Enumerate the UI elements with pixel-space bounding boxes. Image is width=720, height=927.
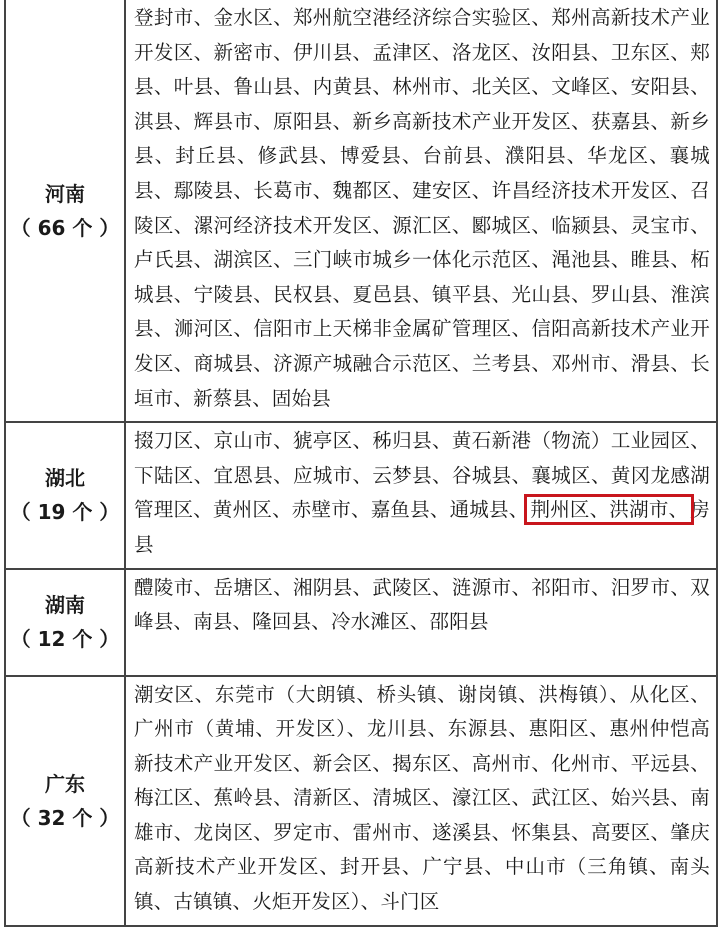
district-list: 登封市、金水区、郑州航空港经济综合实验区、郑州高新技术产业开发区、新密市、伊川县、孟津区、洛龙区、汝阳县、卫东区、郏县、叶县、鲁山县、内黄县、林州市、北关区、文峰区、安阳县、淇县、辉县市、原阳县、新乡高新技术产业开发区、获嘉县、新乡县、封丘县、修武县、博爱县、台前县、濮阳县、华龙区、襄城县、鄢陵县、长葛市、魏都区、建安区、许昌经济技术开发区、召陵区、漯河经济技术开发区、源汇区、郾城区、临颍县、灵宝市、卢氏县、湖滨区、三门峡市城乡一体化示范区、渑池县、睢县、柘城县、宁陵县、民权县、夏邑县、镇平县、光山县、罗山县、淮滨县、浉河区、信阳市上天梯非金属矿管理区、信阳高新技术产业开发区、商城县、济源产城融合示范区、兰考县、邓州市、滑县、长垣市、新蔡县、固始县 xyxy=(125,0,717,422)
district-list: 醴陵市、岳塘区、湘阴县、武陵区、涟源市、祁阳市、汨罗市、双峰县、南县、隆回县、冷水滩区、邵阳县 xyxy=(125,569,717,676)
province-cell xyxy=(5,422,125,568)
table-row xyxy=(5,676,717,926)
province-name: 广东 xyxy=(45,771,85,796)
table-row xyxy=(5,422,717,568)
highlighted-districts: 荆州区、洪湖市、 xyxy=(530,498,689,522)
province-cell xyxy=(5,569,125,676)
province-count: （ 66 个 ） xyxy=(10,215,120,240)
province-name: 河南 xyxy=(45,181,85,206)
region-table xyxy=(4,0,718,927)
province-count: （ 32 个 ） xyxy=(10,805,120,830)
district-list: 潮安区、东莞市（大朗镇、桥头镇、谢岗镇、洪梅镇）、从化区、广州市（黄埔、开发区）、龙川县、东源县、惠阳区、惠州仲恺高新技术产业开发区、新会区、揭东区、高州市、化州市、平远县、梅江区、蕉岭县、清新区、清城区、濠江区、武江区、始兴县、南雄市、龙岗区、罗定市、雷州市、遂溪县、怀集县、高要区、肇庆高新技术产业开发区、封开县、广宁县、中山市（三角镇、南头镇、古镇镇、火炬开发区）、斗门区 xyxy=(125,676,717,926)
district-text: 房县 xyxy=(134,498,710,556)
district-text: 掇刀区、京山市、猇亭区、秭归县、黄石新港（物流）工业园区、下陆区、宜恩县、应城市、云梦县、谷城县、襄城区、黄冈龙感湖管理区、黄州区、赤壁市、嘉鱼县、通城县、 xyxy=(134,429,710,522)
district-list xyxy=(125,422,717,568)
table-row xyxy=(5,569,717,676)
province-cell xyxy=(5,0,125,422)
province-name: 湖南 xyxy=(45,593,85,617)
province-name: 湖北 xyxy=(45,466,85,491)
table-row xyxy=(5,0,717,422)
province-count: （ 12 个 ） xyxy=(10,627,120,651)
province-count: （ 19 个 ） xyxy=(10,500,120,525)
province-cell xyxy=(5,676,125,926)
